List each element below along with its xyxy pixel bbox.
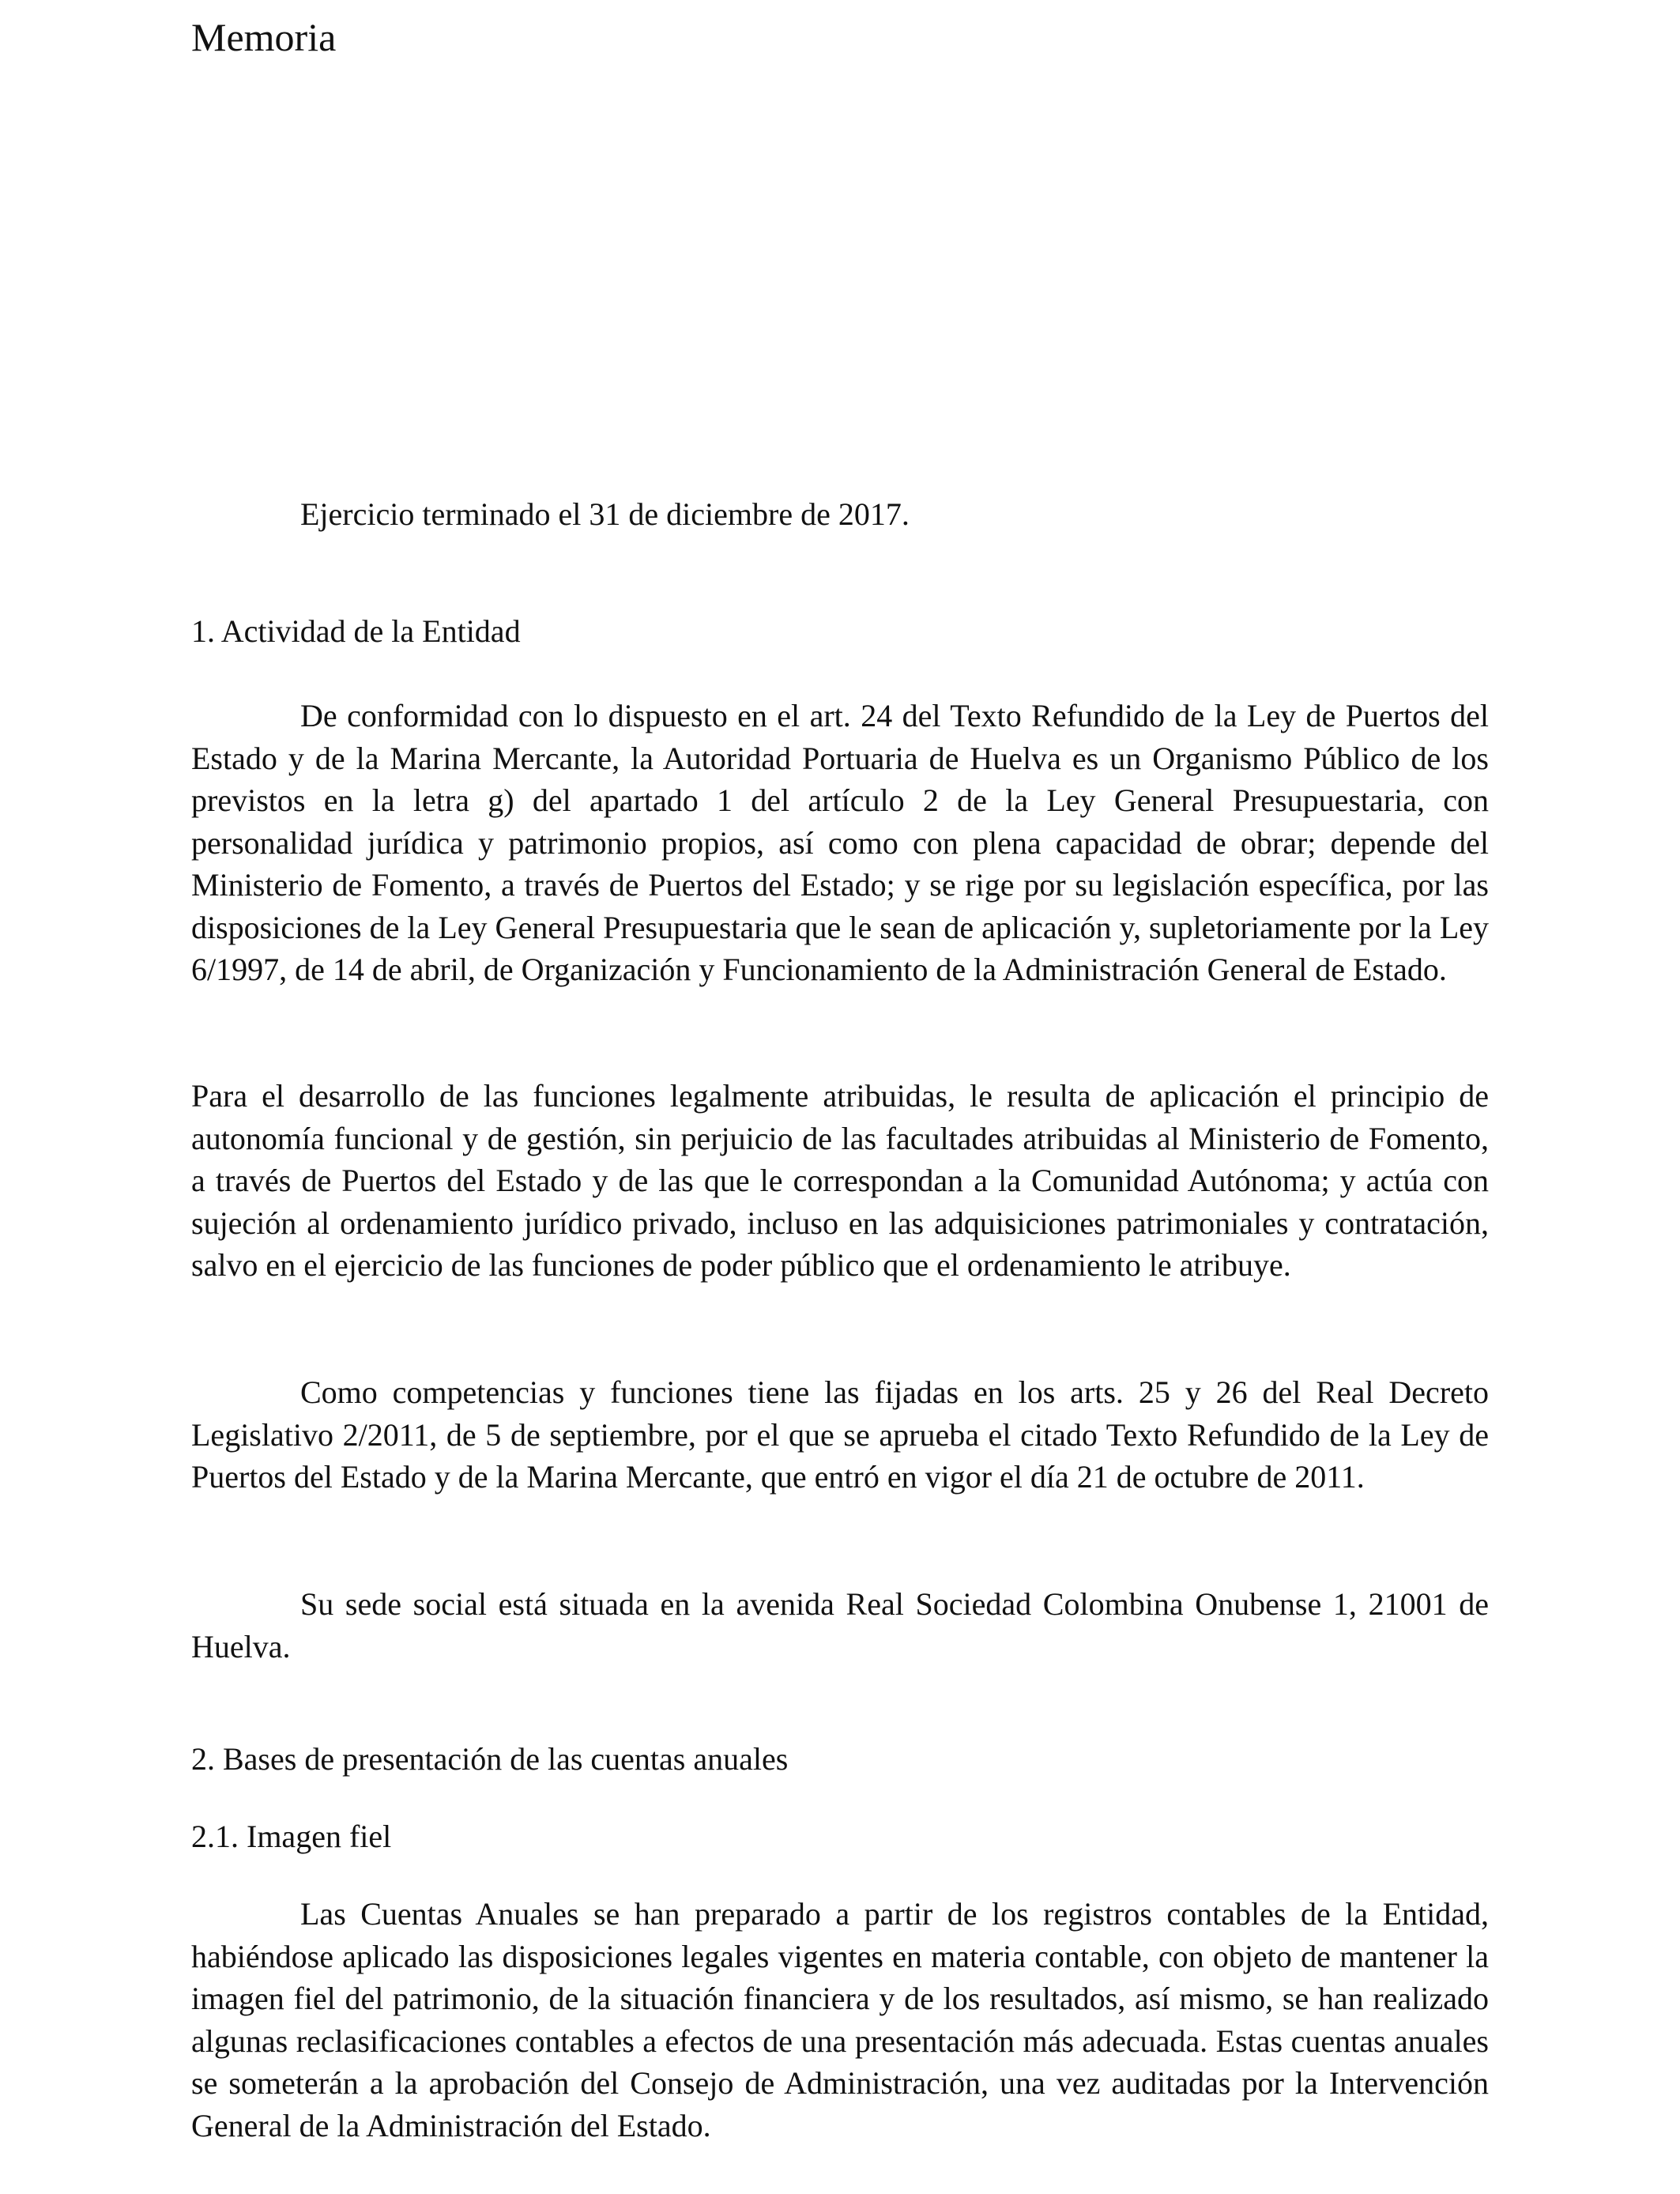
fiscal-year-line: Ejercicio terminado el 31 de diciembre de 2017. xyxy=(300,496,910,532)
section-1-paragraph-3: Como competencias y funciones tiene las fijadas en los arts. 25 y 26 del Real Decreto Legislativo 2/2011, de 5 de septiembre, por el que se aprueba el citado Texto Refundido de la Ley de Puertos del Estado y de la Marina Mercante, que entró en vigor el día 21 de octubre de 2011. xyxy=(191,1374,1489,1495)
section-1-paragraph-1: De conformidad con lo dispuesto en el art. 24 del Texto Refundido de la Ley de Puertos del Estado y de la Marina Mercante, la Autoridad Portuaria de Huelva es un Organismo Público de los previstos en la letra g) del apartado 1 del artículo 2 de la Ley General Presupuestaria, con personalidad jurídica y patrimonio propios, así como con plena capacidad de obrar; depende del Ministerio de Fomento, a través de Puertos del Estado; y se rige por su legislación específica, por las disposiciones de la Ley General Presupuestaria que le sean de aplicación y, supletoriamente por la Ley 6/1997, de 14 de abril, de Organización y Funcionamiento de la Administración General de Estado. xyxy=(191,698,1489,987)
section-2-heading: 2. Bases de presentación de las cuentas anuales xyxy=(191,1741,789,1777)
section-1-paragraph-4: Su sede social está situada en la avenida Real Sociedad Colombina Onubense 1, 21001 de Huelva. xyxy=(191,1586,1489,1664)
section-2-1-subheading: 2.1. Imagen fiel xyxy=(191,1819,392,1854)
section-2-1-paragraph-1: Las Cuentas Anuales se han preparado a partir de los registros contables de la Entidad, habiéndose aplicado las disposiciones legales vigentes en materia contable, con objeto de mantener la imagen fiel del patrimonio, de la situación financiera y de los resultados, así mismo, se han realizado algunas reclasificaciones contables a efectos de una presentación más adecuada. Estas cuentas anuales se someterán a la aprobación del Consejo de Administración, una vez auditadas por la Intervención General de la Administración del Estado. xyxy=(191,1896,1489,2143)
section-1-heading: 1. Actividad de la Entidad xyxy=(191,613,521,649)
section-1-paragraph-2: Para el desarrollo de las funciones legalmente atribuidas, le resulta de aplicación el principio de autonomía funcional y de gestión, sin perjuicio de las facultades atribuidas al Ministerio de Fomento, a través de Puertos del Estado y de las que le correspondan a la Comunidad Autónoma; y actúa con sujeción al ordenamiento jurídico privado, incluso en las adquisiciones patrimoniales y contratación, salvo en el ejercicio de las funciones de poder público que el ordenamiento le atribuye. xyxy=(191,1078,1489,1283)
page-header-title: Memoria xyxy=(191,15,337,59)
